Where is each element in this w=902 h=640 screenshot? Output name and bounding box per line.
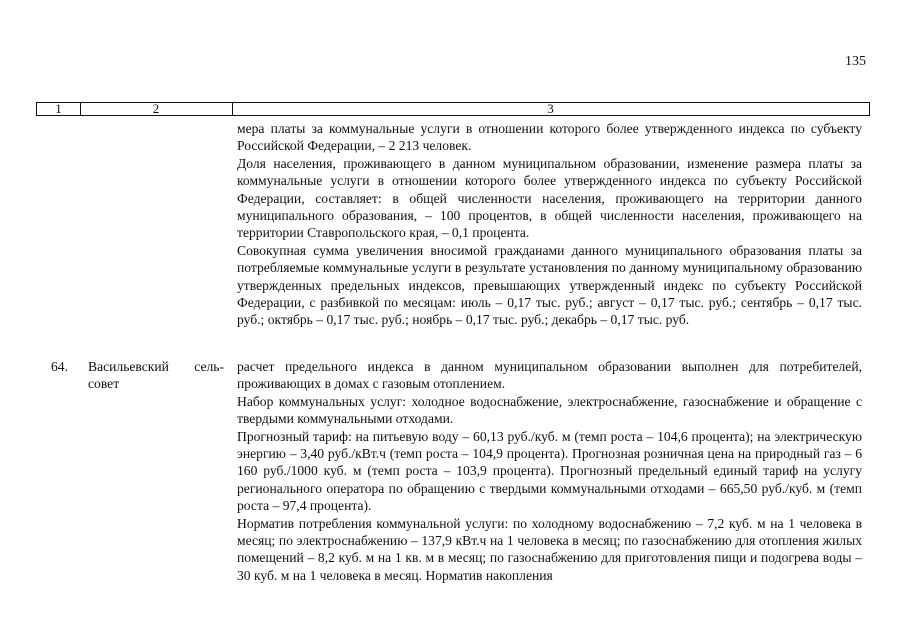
row-64-paragraph-2: Набор коммунальных услуг: холодное водоснабжение, электроснабжение, газоснабжение и обращение с твердыми коммунальными отходами. [237,393,862,427]
table-header-row [36,102,870,116]
continuation-paragraph-2: Доля населения, проживающего в данном муниципальном образовании, изменение размера платы за коммунальные услуги в отношении которого более утвержденного индекса по субъекту Российской Федерации, составляет: в общей численности населения, проживающего на территории данного муниципального образования, – 100 процентов, в общей численности населения, проживающего на территории Ставропольского края, – 0,1 процента. [237,155,862,241]
continuation-block [237,120,862,329]
municipality-name-line2: совет [88,376,120,392]
row-64-paragraph-1: расчет предельного индекса в данном муниципальном образовании выполнен для потребителей, проживающих в домах с газовым отоплением. [237,359,862,392]
row-64-description [237,358,862,584]
row-64-paragraph-4: Норматив потребления коммунальной услуги: по холодному водоснабжению – 7,2 куб. м на 1 человека в месяц; по электроснабжению – 137,9 кВт.ч на 1 человека в месяц; по газоснабжению для отопления жилых помещений – 8,2 куб. м на 1 кв. м в месяц; по газоснабжению для приготовления пищи и подогрева воды – 30 куб. м на 1 человека в месяц. Норматив накопления [237,515,862,583]
municipality-name [88,358,224,393]
row-64-paragraph-3: Прогнозный тариф: на питьевую воду – 60,13 руб./куб. м (темп роста – 104,6 процента); на электрическую энергию – 3,40 руб./кВт.ч (темп роста – 104,9 процента). Прогнозная розничная цена на природный газ – 6 160 руб./1000 куб. м (темп роста – 103,9 процента). Прогнозный предельный единый тариф на услугу регионального оператора по обращению с твердыми коммунальными отходами – 665,50 руб./куб. м (темп роста – 97,4 процента). [237,428,862,514]
table-header-col3: 3 [547,101,554,116]
table-header-col1: 1 [37,103,81,115]
page-number: 135 [845,54,866,69]
table-header-col2: 2 [80,103,233,115]
continuation-paragraph-1: мера платы за коммунальные услуги в отношении которого более утвержденного индекса по субъекту Российской Федерации, – 2 213 человек. [237,121,862,154]
continuation-paragraph-3: Совокупная сумма увеличения вносимой гражданами данного муниципального образования платы за потребляемые коммунальные услуги в результате установления по данному муниципальному образованию утвержденных предельных индексов, превышающих утвержденный индекс по субъекту Российской Федерации, с разбивкой по месяцам: июль – 0,17 тыс. руб.; август – 0,17 тыс. руб.; сентябрь – 0,17 тыс. руб.; октябрь – 0,17 тыс. руб.; ноябрь – 0,17 тыс. руб.; декабрь – 0,17 тыс. руб. [237,242,862,328]
municipality-name-line1: Васильевский сель- [88,359,224,374]
row-number: 64. [51,359,68,374]
